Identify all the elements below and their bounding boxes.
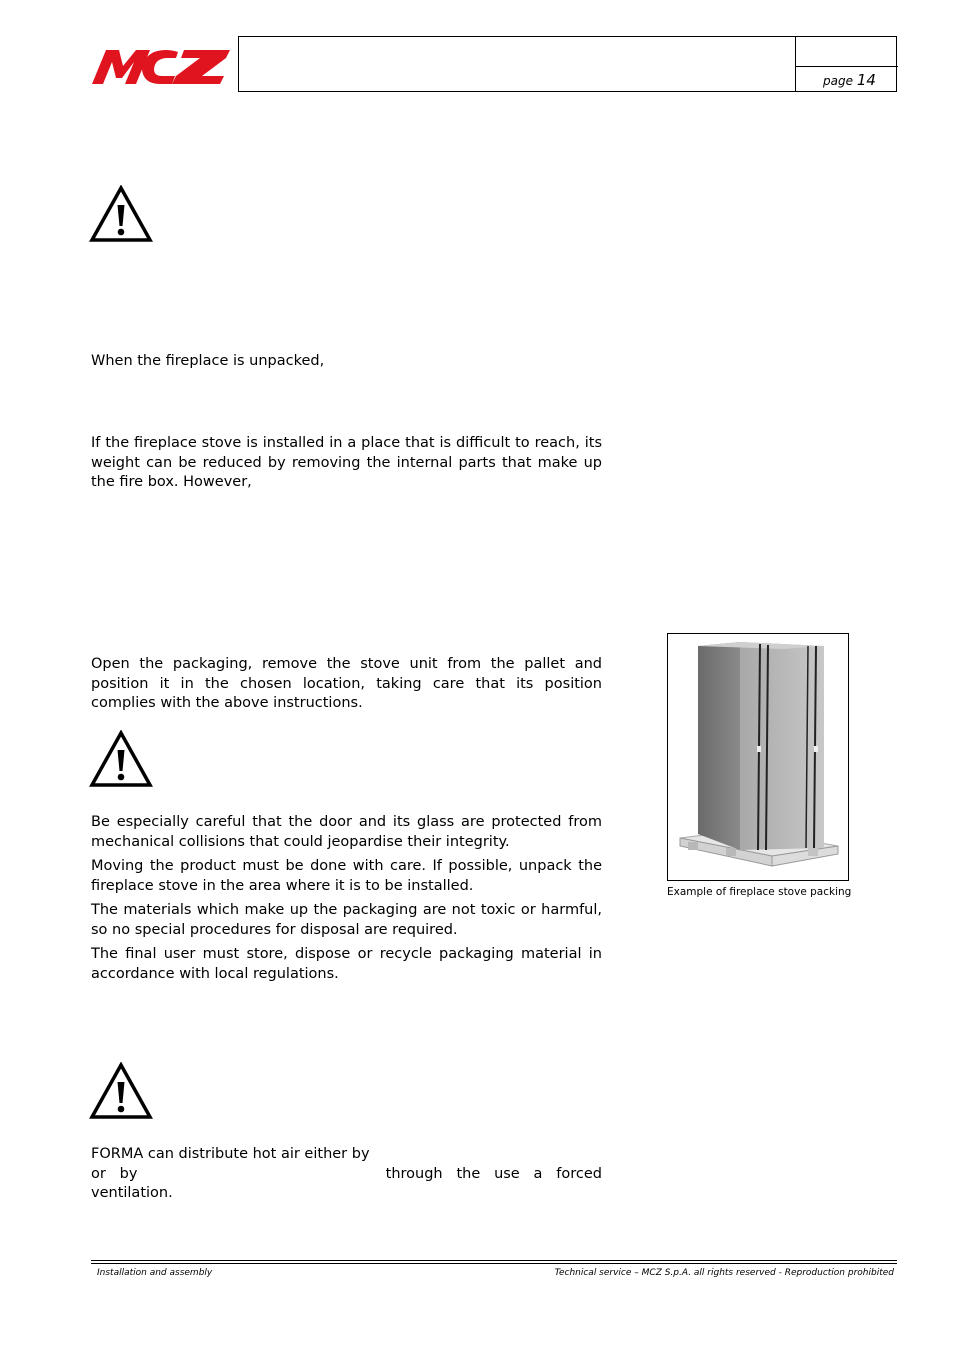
forma-through: through the use a forced [385, 1165, 602, 1182]
header-divider [795, 37, 796, 91]
unpacked-paragraph [91, 352, 602, 372]
forma-line-3: ventilation. [91, 1185, 173, 1201]
unpacked-text: When the fireplace is unpacked, [91, 353, 325, 369]
header-box [238, 36, 897, 92]
forma-paragraph [91, 1145, 602, 1204]
careful-door-text: Be especially careful that the door and its glass are protected from mechanical collisions that could jeopardise their integrity. [91, 814, 602, 850]
page-label: page [823, 74, 853, 88]
forma-line-2 [91, 1165, 602, 1185]
packaging-notes [91, 813, 602, 984]
warning-icon [89, 1062, 153, 1120]
final-user-text: The final user must store, dispose or recycle packaging material in accordance with local regulations. [91, 946, 602, 982]
warning-icon [89, 730, 153, 788]
mcz-logo [92, 44, 232, 86]
page-number [823, 71, 876, 89]
moving-product-text: Moving the product must be done with care. If possible, unpack the fireplace stove in the area where it is to be installed. [91, 858, 602, 894]
difficult-place-text: If the fireplace stove is installed in a place that is difficult to reach, its weight can be reduced by removing the internal parts that make up the fire box. However, [91, 435, 602, 490]
forma-or-by: or by [91, 1165, 138, 1182]
figure-caption: Example of fireplace stove packing [667, 886, 852, 898]
footer-rule-bottom [91, 1263, 897, 1264]
materials-text: The materials which make up the packaging are not toxic or harmful, so no special procedures for disposal are required. [91, 902, 602, 938]
footer-rule-top [91, 1260, 897, 1261]
warning-icon [89, 185, 153, 243]
footer-left: Installation and assembly [97, 1268, 213, 1278]
header-page-separator [795, 66, 898, 67]
difficult-place-paragraph [91, 434, 602, 493]
footer-right: Technical service – MCZ S.p.A. all rights reserved - Reproduction prohibited [554, 1268, 894, 1278]
open-packaging-text: Open the packaging, remove the stove unit from the pallet and position it in the chosen location, taking care that its position complies with the above instructions. [91, 656, 602, 711]
forma-line-1: FORMA can distribute hot air either by [91, 1146, 370, 1162]
open-packaging-paragraph [91, 655, 602, 714]
packaged-stove-image [668, 634, 848, 880]
page-number-value: 14 [856, 71, 876, 89]
packaging-figure [667, 633, 849, 881]
